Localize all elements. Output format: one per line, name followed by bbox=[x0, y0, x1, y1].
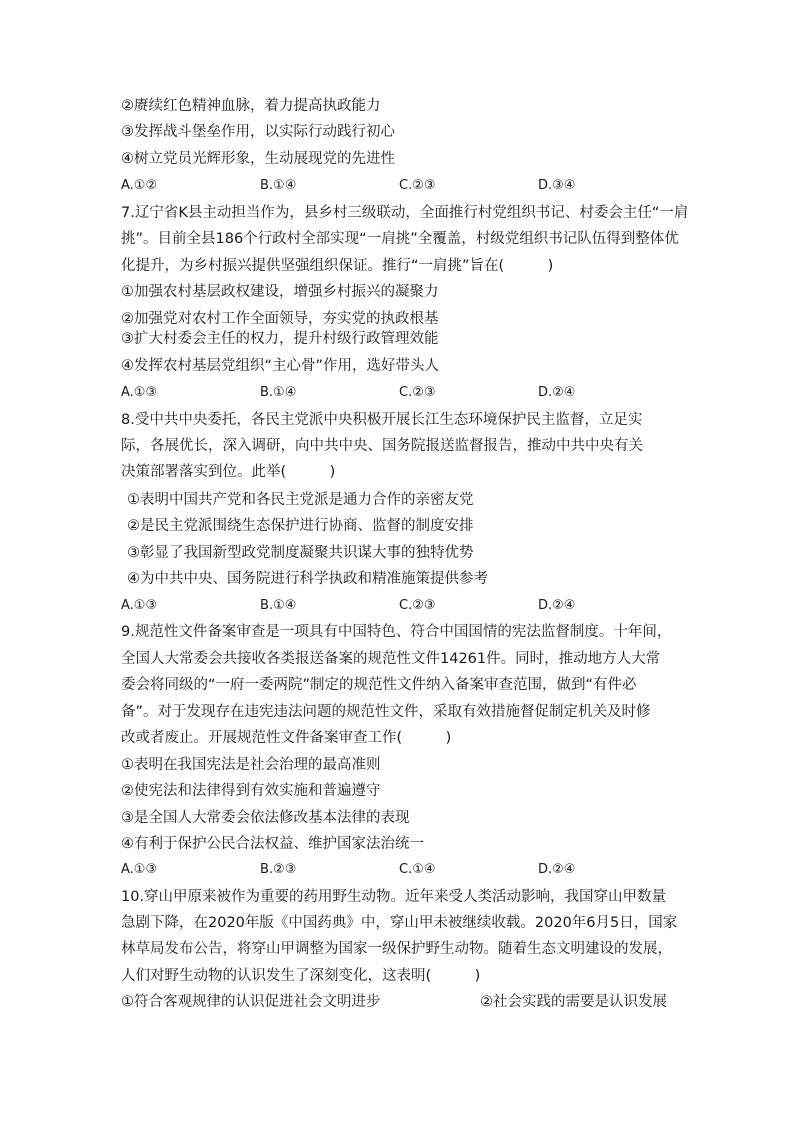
q6-option-b: B.①④ bbox=[260, 178, 297, 193]
q8-stem-line-2: 际，各展优长，深入调研，向中共中央、国务院报送监督报告，推动中共中央有关 bbox=[121, 438, 643, 454]
q9-stem-line-2: 全国人大常委会共接收各类报送备案的规范性文件14261件。同时，推动地方人大常 bbox=[121, 651, 661, 667]
q6-option-c: C.②③ bbox=[399, 178, 436, 193]
q8-item-4: ④为中共中央、国务院进行科学执政和精准施策提供参考 bbox=[127, 571, 488, 587]
q10-stem-line-1: 10.穿山甲原来被作为重要的药用野生动物。近年来受人类活动影响，我国穿山甲数量 bbox=[121, 889, 667, 905]
q10-stem-line-2: 急剧下降，在2020年版《中国药典》中，穿山甲未被继续收载。2020年6月5日，国家 bbox=[121, 915, 678, 931]
q9-option-a: A.①③ bbox=[121, 862, 158, 877]
q8-stem-line-3: 决策部署落实到位。此举( ) bbox=[121, 464, 336, 480]
q8-option-b: B.①④ bbox=[260, 598, 297, 613]
q10-item-1: ①符合客观规律的认识促进社会文明进步 bbox=[121, 994, 381, 1010]
q9-item-4: ④有利于保护公民合法权益、维护国家法治统一 bbox=[121, 836, 424, 852]
q7-item-3: ③扩大村委会主任的权力，提升村级行政管理效能 bbox=[121, 331, 439, 347]
q7-item-2: ②加强党对农村工作全面领导，夯实党的执政根基 bbox=[121, 311, 439, 327]
q9-option-c: C.①④ bbox=[399, 862, 436, 877]
q9-option-d: D.②④ bbox=[538, 862, 576, 877]
q8-item-2: ②是民主党派围绕生态保护进行协商、监督的制度安排 bbox=[127, 518, 474, 534]
q8-option-c: C.②③ bbox=[399, 598, 436, 613]
q6-item-2: ②赓续红色精神血脉，着力提高执政能力 bbox=[121, 98, 381, 114]
q6-option-a: A.①② bbox=[121, 178, 158, 193]
q7-item-4: ④发挥农村基层党组织“主心骨”作用，选好带头人 bbox=[121, 358, 440, 374]
q9-stem-line-3: 委会将同级的“一府一委两院”制定的规范性文件纳入备案审查范围，做到“有件必 bbox=[121, 677, 637, 693]
q7-stem-line-2: 挑”。目前全县186个行政村全部实现“一肩挑”全覆盖，村级党组织书记队伍得到整体优 bbox=[121, 231, 679, 247]
q6-option-d: D.③④ bbox=[538, 178, 576, 193]
q7-option-a: A.①③ bbox=[121, 385, 158, 400]
q9-stem-line-5: 改或者废止。开展规范性文件备案审查工作( ) bbox=[121, 730, 452, 746]
q7-option-b: B.①④ bbox=[260, 385, 297, 400]
q8-option-a: A.①③ bbox=[121, 598, 158, 613]
q9-item-2: ②使宪法和法律得到有效实施和普遍遵守 bbox=[121, 783, 381, 799]
q7-option-c: C.②③ bbox=[399, 385, 436, 400]
q7-option-d: D.②④ bbox=[538, 385, 576, 400]
q10-item-2: ②社会实践的需要是认识发展 bbox=[480, 994, 667, 1010]
q8-option-d: D.②④ bbox=[538, 598, 576, 613]
q9-option-b: B.②③ bbox=[260, 862, 297, 877]
q9-stem-line-1: 9.规范性文件备案审查是一项具有中国特色、符合中国国情的宪法监督制度。十年间， bbox=[121, 624, 672, 640]
q6-item-4: ④树立党员光辉形象，生动展现党的先进性 bbox=[121, 151, 395, 167]
q9-item-1: ①表明在我国宪法是社会治理的最高准则 bbox=[121, 757, 381, 773]
q10-stem-line-4: 人们对野生动物的认识发生了深刻变化，这表明( ) bbox=[121, 968, 481, 984]
q6-item-3: ③发挥战斗堡垒作用，以实际行动践行初心 bbox=[121, 124, 395, 140]
q7-stem-line-1: 7.辽宁省K县主动担当作为，县乡村三级联动，全面推行村党组织书记、村委会主任“一肩 bbox=[121, 205, 689, 221]
q7-item-1: ①加强农村基层政权建设，增强乡村振兴的凝聚力 bbox=[121, 284, 439, 300]
q9-stem-line-4: 备”。对于发现存在违宪违法问题的规范性文件，采取有效措施督促制定机关及时修 bbox=[121, 704, 651, 720]
q8-item-1: ①表明中国共产党和各民主党派是通力合作的亲密友党 bbox=[127, 492, 474, 508]
q8-item-3: ③彰显了我国新型政党制度凝聚共识谋大事的独特优势 bbox=[127, 545, 474, 561]
q9-item-3: ③是全国人大常委会依法修改基本法律的表现 bbox=[121, 810, 410, 826]
q8-stem-line-1: 8.受中共中央委托，各民主党派中央积极开展长江生态环境保护民主监督，立足实 bbox=[121, 412, 643, 428]
q10-stem-line-3: 林草局发布公告，将穿山甲调整为国家一级保护野生动物。随着生态文明建设的发展， bbox=[121, 941, 672, 957]
q7-stem-line-3: 化提升，为乡村振兴提供坚强组织保证。推行“一肩挑”旨在( ) bbox=[121, 258, 554, 274]
